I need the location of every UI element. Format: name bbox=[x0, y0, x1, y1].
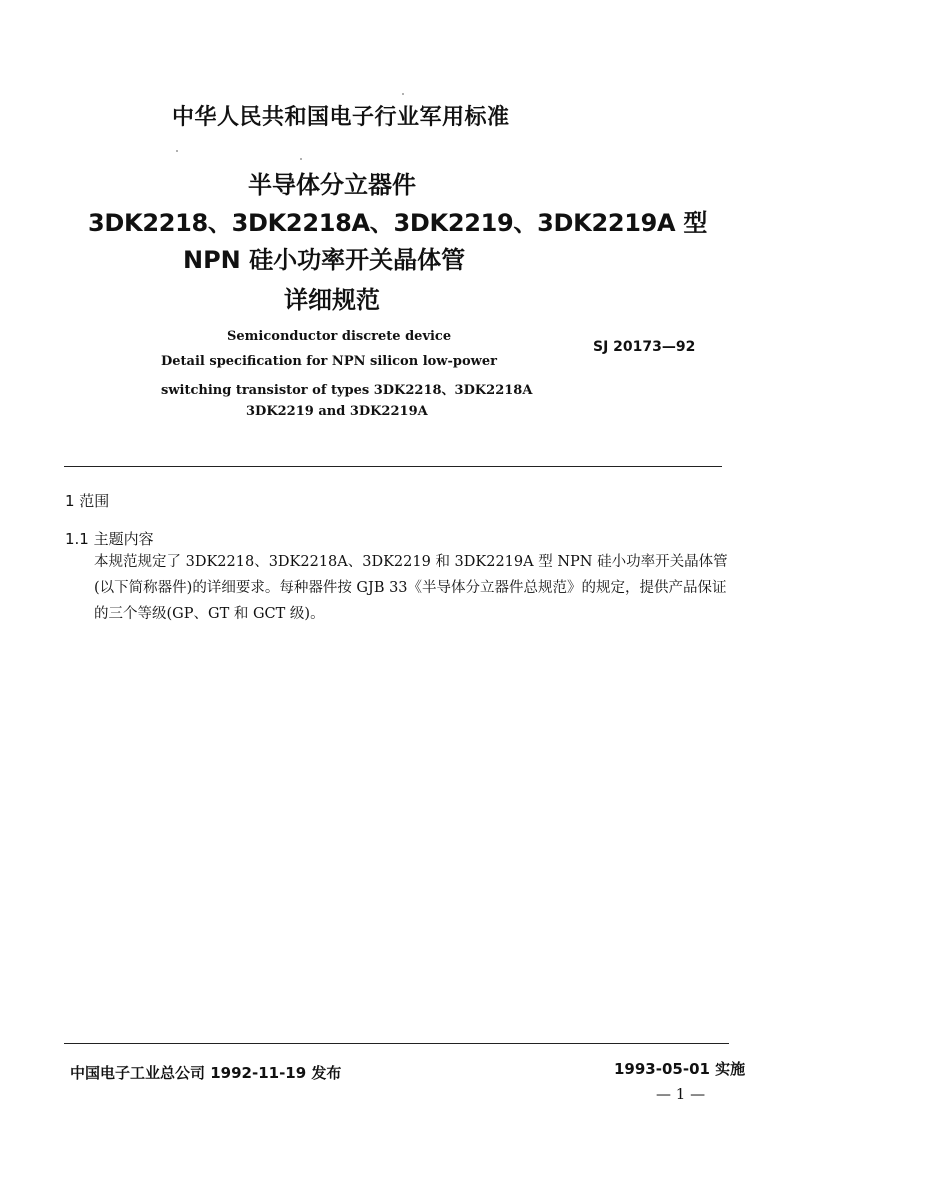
english-title-line-4: 3DK2219 and 3DK2219A bbox=[246, 404, 428, 419]
title-line-2: 3DK2218、3DK2218A、3DK2219、3DK2219A 型 bbox=[88, 209, 708, 237]
scan-speck bbox=[300, 158, 302, 160]
standard-number: SJ 20173—92 bbox=[593, 339, 696, 355]
english-title-line-2: Detail specification for NPN silicon low-power bbox=[161, 354, 497, 369]
title-line-3: NPN 硅小功率开关晶体管 bbox=[183, 246, 466, 274]
section-1-1-body bbox=[64, 549, 729, 627]
page-number: — 1 — bbox=[656, 1085, 706, 1103]
section-1-heading: 1 范围 bbox=[65, 492, 110, 510]
english-title-line-3: switching transistor of types 3DK2218、3DK2218A bbox=[161, 383, 533, 398]
standard-header: 中华人民共和国电子行业军用标准 bbox=[172, 105, 510, 130]
bottom-divider bbox=[64, 1043, 729, 1044]
effective-date: 1993-05-01 实施 bbox=[614, 1060, 746, 1078]
scan-speck bbox=[402, 93, 404, 95]
top-divider bbox=[64, 466, 722, 467]
title-line-4: 详细规范 bbox=[284, 286, 380, 314]
issuer-and-release-date: 中国电子工业总公司 1992-11-19 发布 bbox=[70, 1064, 342, 1082]
english-title-line-1: Semiconductor discrete device bbox=[227, 329, 452, 344]
section-1-1-heading: 1.1 主题内容 bbox=[65, 530, 154, 548]
title-line-1: 半导体分立器件 bbox=[248, 171, 416, 199]
section-1-1-paragraph: 本规范规定了 3DK2218、3DK2218A、3DK2219 和 3DK2219A 型 NPN 硅小功率开关晶体管(以下简称器件)的详细要求。每种器件按 GJB 33《半导体分立器件总规范》的规定，提供产品保证的三个等级(GP、GT 和 GCT 级)。 bbox=[94, 554, 728, 622]
scan-speck bbox=[176, 150, 178, 152]
